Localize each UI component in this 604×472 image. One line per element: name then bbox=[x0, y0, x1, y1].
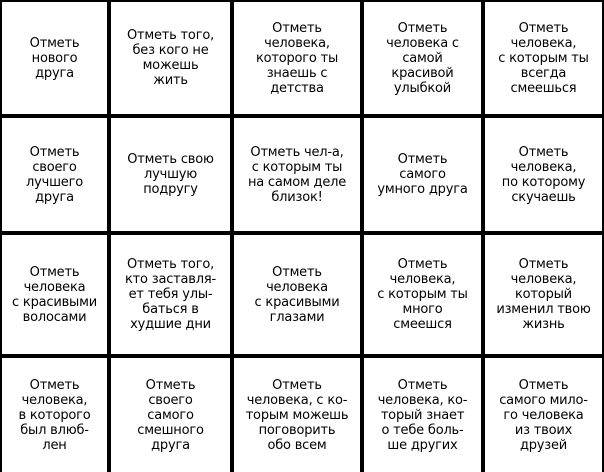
cell-text: Отметь нового друга bbox=[29, 35, 80, 81]
grid-cell bbox=[234, 118, 360, 231]
cell-text: Отметь чел-а, с которым ты на самом деле близок! bbox=[247, 144, 347, 205]
grid-cell bbox=[2, 358, 107, 472]
grid-cell bbox=[2, 235, 107, 354]
cell-text: Отметь человека, которого ты знаешь с детства bbox=[255, 20, 339, 96]
cell-text: Отметь человека, с которым ты всегда смеешься bbox=[498, 20, 589, 96]
cell-text: Отметь самого умного друга bbox=[377, 152, 468, 197]
cell-text: Отметь человека, который изменил твою жизнь bbox=[496, 257, 591, 332]
cell-text: Отметь человека, в которого был влюб- лен bbox=[18, 377, 91, 453]
cell-text: Отметь человека с красивыми волосами bbox=[12, 264, 97, 325]
grid-cell bbox=[234, 235, 360, 354]
cell-text: Отметь человека, по которому скучаешь bbox=[501, 144, 586, 205]
cell-text: Отметь того, без кого не можешь жить bbox=[126, 28, 215, 88]
cell-text: Отметь человека, с которым ты много смеешся bbox=[377, 257, 468, 332]
grid-cell bbox=[2, 118, 107, 231]
cell-text: Отметь человека, с ко- торым можешь поговорить обо всем bbox=[245, 377, 349, 453]
cell-text: Отметь свою лучшую подругу bbox=[127, 152, 214, 197]
cell-text: Отметь человека с красивыми глазами bbox=[254, 264, 340, 325]
grid-cell bbox=[111, 2, 230, 114]
grid-cell bbox=[111, 118, 230, 231]
grid-cell bbox=[111, 358, 230, 472]
grid-cell bbox=[234, 358, 360, 472]
cell-text: Отметь своего самого смешного друга bbox=[137, 377, 204, 453]
grid-cell bbox=[234, 2, 360, 114]
cell-text: Отметь самого мило- го человека из твоих друзей bbox=[499, 377, 588, 453]
grid-cell bbox=[485, 358, 602, 472]
cell-text: Отметь человека, ко- торый знает о тебе боль- ше других bbox=[377, 377, 468, 453]
grid-cell bbox=[364, 235, 481, 354]
grid-cell bbox=[364, 2, 481, 114]
grid-cell bbox=[364, 358, 481, 472]
grid-cell bbox=[111, 235, 230, 354]
grid-cell bbox=[364, 118, 481, 231]
grid-cell bbox=[485, 118, 602, 231]
cell-text: Отметь того, кто заставля- ет тебя улы- баться в худшие дни bbox=[125, 257, 216, 332]
cell-text: Отметь человека с самой красивой улыбкой bbox=[386, 20, 459, 96]
cell-text: Отметь своего лучшего друга bbox=[26, 144, 83, 205]
grid-cell bbox=[485, 2, 602, 114]
grid-cell bbox=[485, 235, 602, 354]
grid-cell bbox=[2, 2, 107, 114]
